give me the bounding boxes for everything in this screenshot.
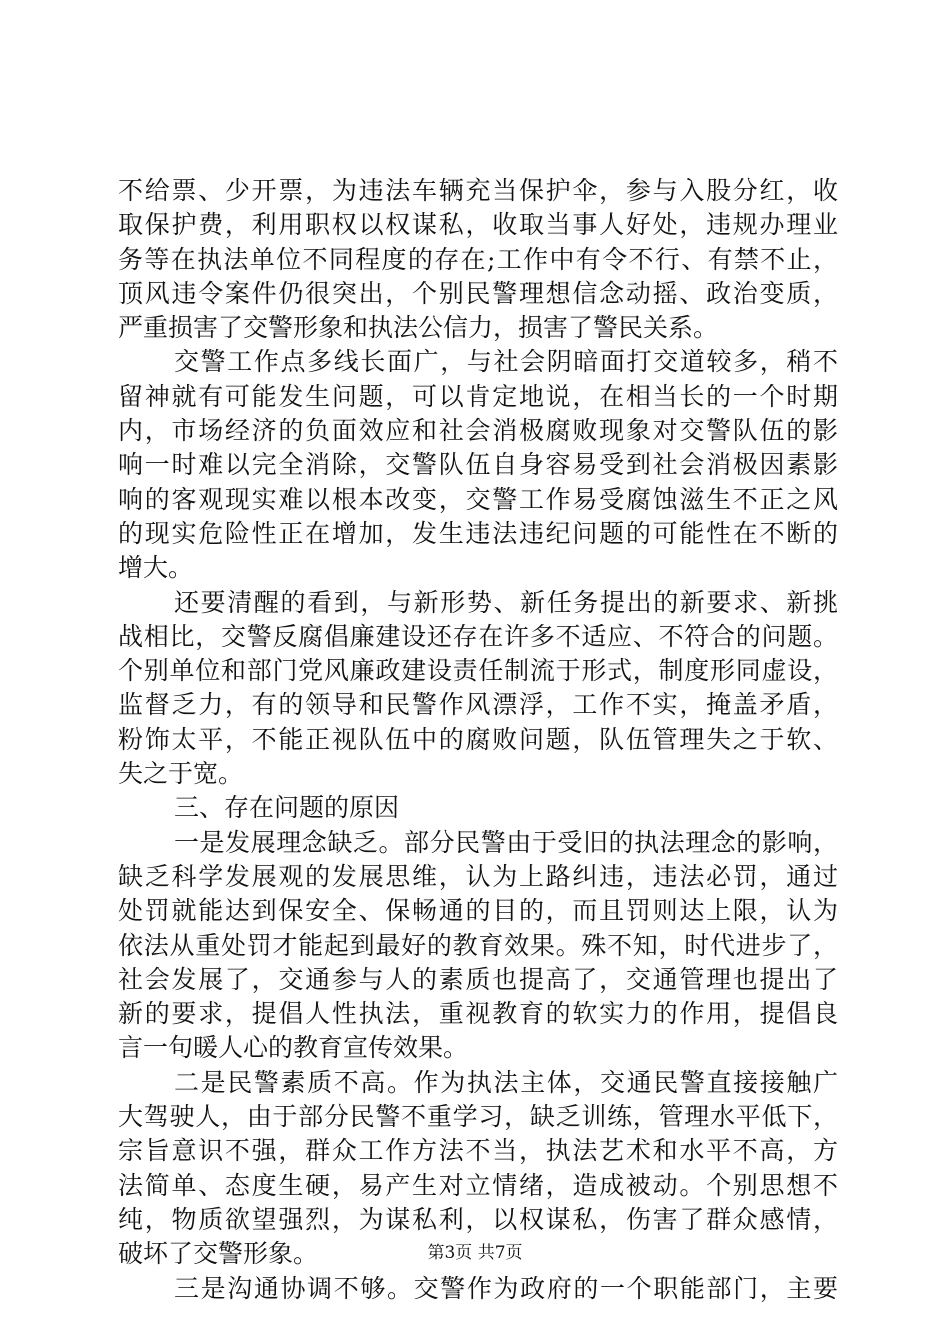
page-number-footer: 第3页 共7页 (427, 1243, 523, 1263)
text-line: 增大。 (118, 553, 194, 583)
text-line: 缺乏科学发展观的发展思维，认为上路纠违，违法必罚，通过 (118, 861, 838, 891)
text-line: 处罚就能达到保安全、保畅通的目的，而且罚则达上限，认为 (118, 896, 838, 926)
text-line: 响的客观现实难以根本改变，交警工作易受腐蚀滋生不正之风 (118, 484, 838, 514)
paragraph-start-line: 三是沟通协调不够。交警作为政府的一个职能部门，主要 (174, 1273, 838, 1303)
text-line: 监督乏力，有的领导和民警作风漂浮，工作不实，掩盖矛盾， (118, 690, 838, 720)
document-body (118, 174, 838, 1306)
text-line: 内，市场经济的负面效应和社会消极腐败现象对交警队伍的影 (118, 416, 838, 446)
text-line: 社会发展了，交通参与人的素质也提高了，交通管理也提出了 (118, 964, 838, 994)
text-line: 留神就有可能发生问题，可以肯定地说，在相当长的一个时期 (118, 381, 838, 411)
text-line: 粉饰太平，不能正视队伍中的腐败问题，队伍管理失之于软、 (118, 724, 838, 754)
paragraph-start-line: 二是民警素质不高。作为执法主体，交通民警直接接触广 (174, 1067, 838, 1097)
paragraph-start-line: 还要清醒的看到，与新形势、新任务提出的新要求、新挑 (174, 587, 838, 617)
text-line: 法简单、态度生硬，易产生对立情绪，造成被动。个别思想不 (118, 1170, 838, 1200)
text-line: 破坏了交警形象。 (118, 1239, 319, 1269)
text-line: 言一句暖人心的教育宣传效果。 (118, 1033, 469, 1063)
text-line: 顶风违令案件仍很突出，个别民警理想信念动摇、政治变质， (118, 278, 838, 308)
text-line: 依法从重处罚才能起到最好的教育效果。殊不知，时代进步了， (118, 930, 838, 960)
section-heading: 三、存在问题的原因 (174, 793, 400, 823)
text-line: 宗旨意识不强，群众工作方法不当，执法艺术和水平不高，方 (118, 1136, 838, 1166)
paragraph-start-line: 一是发展理念缺乏。部分民警由于受旧的执法理念的影响， (174, 827, 838, 857)
text-line: 严重损害了交警形象和执法公信力，损害了警民关系。 (118, 313, 719, 343)
text-line: 的现实危险性正在增加，发生违法违纪问题的可能性在不断的 (118, 518, 838, 548)
text-line: 取保护费，利用职权以权谋私，收取当事人好处，违规办理业 (118, 210, 838, 240)
text-line: 大驾驶人，由于部分民警不重学习，缺乏训练，管理水平低下， (118, 1102, 838, 1132)
text-line: 纯，物质欲望强烈，为谋私利，以权谋私，伤害了群众感情， (118, 1204, 838, 1234)
paragraph-start-line: 交警工作点多线长面广，与社会阴暗面打交道较多，稍不 (174, 347, 838, 377)
text-line: 不给票、少开票，为违法车辆充当保护伞，参与入股分红，收 (118, 176, 838, 205)
text-line: 响一时难以完全消除，交警队伍自身容易受到社会消极因素影 (118, 450, 838, 480)
text-line: 失之于宽。 (118, 759, 244, 789)
text-line: 新的要求，提倡人性执法，重视教育的软实力的作用，提倡良 (118, 999, 838, 1029)
text-line: 务等在执法单位不同程度的存在;工作中有令不行、有禁不止， (118, 244, 838, 274)
text-line: 个别单位和部门党风廉政建设责任制流于形式，制度形同虚设， (118, 656, 838, 686)
text-line: 战相比，交警反腐倡廉建设还存在许多不适应、不符合的问题。 (118, 621, 838, 651)
